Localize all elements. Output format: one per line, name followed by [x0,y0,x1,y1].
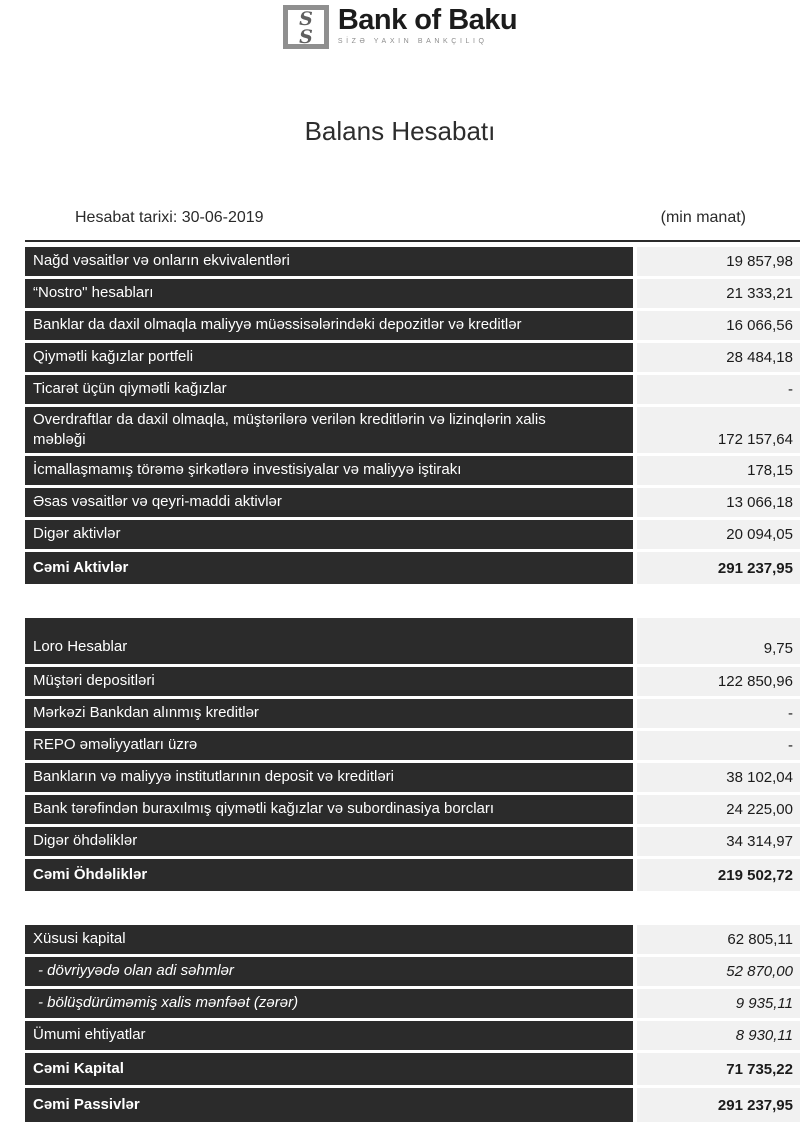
row-value: 172 157,64 [637,407,800,453]
table-row [25,731,800,760]
row-label: Əsas vəsaitlər və qeyri-maddi aktivlər [25,488,633,517]
table-row [25,989,800,1018]
row-value: - [637,731,800,760]
report-date: Hesabat tarixi: 30-06-2019 [75,209,264,226]
row-value: 122 850,96 [637,667,800,696]
section-kapital [25,925,800,1122]
row-value: 9,75 [637,618,800,664]
row-label: Banklar da daxil olmaqla maliyyə müəssisələrindəki depozitlər və kreditlər [25,311,633,340]
row-label: Bankların və maliyyə institutlarının deposit və kreditləri [25,763,633,792]
table-row [25,456,800,485]
row-label: Müştəri depositləri [25,667,633,696]
table-row [25,279,800,308]
table-row [25,699,800,728]
row-label: - dövriyyədə olan adi səhmlər [25,957,633,986]
row-label: Digər aktivlər [25,520,633,549]
table-row [25,1021,800,1050]
row-label: Cəmi Öhdəliklər [25,859,633,891]
row-label: Nağd vəsaitlər və onların ekvivalentləri [25,247,633,276]
table-row [25,488,800,517]
table-row [25,520,800,549]
row-value: 9 935,11 [637,989,800,1018]
row-value: 8 930,11 [637,1021,800,1050]
brand-tagline: SİZƏ YAXIN BANKÇILIQ [337,38,488,46]
chain-s-icon [283,5,329,54]
svg-text:S: S [298,8,313,30]
table-row [25,407,800,453]
row-value: 21 333,21 [637,279,800,308]
row-value: 28 484,18 [637,343,800,372]
row-value: 71 735,22 [637,1053,800,1085]
row-value: 16 066,56 [637,311,800,340]
row-value: 13 066,18 [637,488,800,517]
row-value: 178,15 [637,456,800,485]
svg-text:S: S [298,26,313,48]
row-label: Qiymətli kağızlar portfeli [25,343,633,372]
row-label: Xüsusi kapital [25,925,633,954]
row-value: 34 314,97 [637,827,800,856]
table-row [25,795,800,824]
row-value: 52 870,00 [637,957,800,986]
table-row [25,763,800,792]
row-value: - [637,375,800,404]
table-row [25,925,800,954]
balance-table [0,240,800,1122]
row-label: Cəmi Aktivlər [25,552,633,584]
table-row [25,247,800,276]
row-value: 38 102,04 [637,763,800,792]
bank-of-baku-logo [283,5,517,54]
section-aktivler [25,240,800,584]
row-label: Cəmi Passivlər [25,1088,633,1122]
table-row [25,667,800,696]
table-row [25,957,800,986]
row-label: Loro Hesablar [25,618,633,664]
row-label: Ticarət üçün qiymətli kağızlar [25,375,633,404]
row-label: REPO əməliyyatları üzrə [25,731,633,760]
section-ohdelikler [25,618,800,891]
row-value: - [637,699,800,728]
row-label: Bank tərəfindən buraxılmış qiymətli kağızlar və subordinasiya borcları [25,795,633,824]
table-top-rule [25,240,800,242]
meta-line [0,208,800,228]
row-label: İcmallaşmamış törəmə şirkətlərə investisiyalar və maliyyə iştirakı [25,456,633,485]
table-row [25,859,800,891]
row-label: Digər öhdəliklər [25,827,633,856]
row-value: 62 805,11 [637,925,800,954]
row-label: - bölüşdürüməmiş xalis mənfəət (zərər) [25,989,633,1018]
page-title: Balans Hesabatı [304,116,496,146]
row-label: Overdraftlar da daxil olmaqla, müştərilərə verilən kreditlərin və lizinqlərin xalis məbləği [25,407,633,453]
row-value: 24 225,00 [637,795,800,824]
row-label: Mərkəzi Bankdan alınmış kreditlər [25,699,633,728]
logo-text-block [338,5,517,45]
table-row [25,343,800,372]
table-row [25,618,800,664]
table-row [25,1053,800,1085]
row-label: Ümumi ehtiyatlar [25,1021,633,1050]
table-row [25,311,800,340]
row-value: 291 237,95 [637,552,800,584]
row-label: Cəmi Kapital [25,1053,633,1085]
table-row [25,827,800,856]
table-row [25,375,800,404]
row-value: 291 237,95 [637,1088,800,1122]
header [0,0,800,54]
table-row [25,552,800,584]
row-label: “Nostro" hesabları [25,279,633,308]
row-value: 219 502,72 [637,859,800,891]
table-row [25,1088,800,1122]
row-value: 19 857,98 [637,247,800,276]
brand-name: Bank of Baku [337,4,518,36]
row-value: 20 094,05 [637,520,800,549]
unit-label: (min manat) [660,209,746,226]
